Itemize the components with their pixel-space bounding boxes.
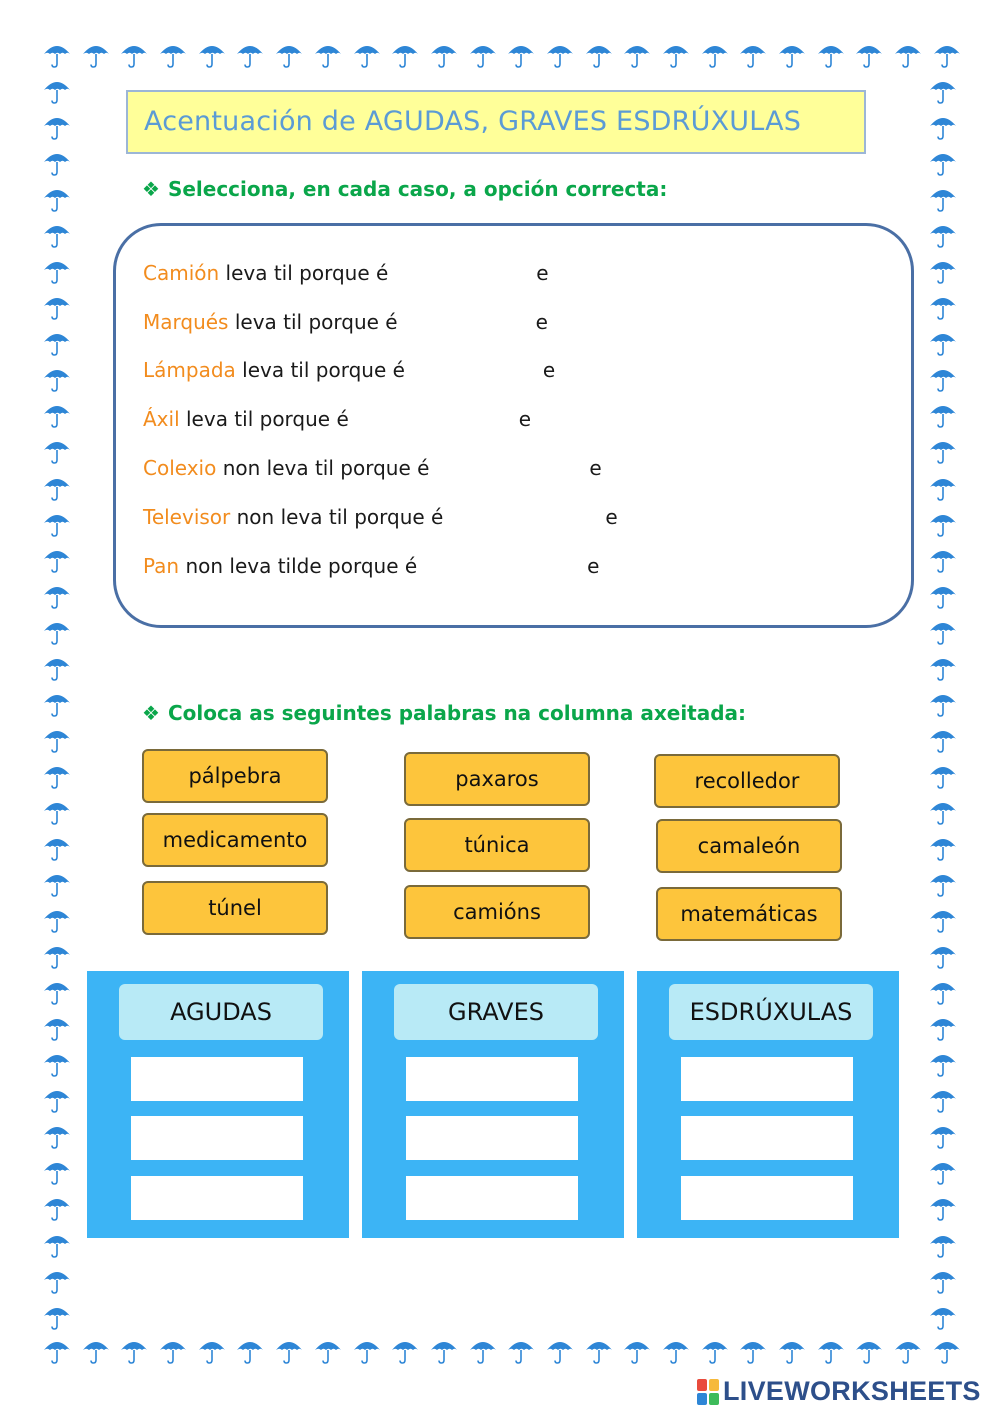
umbrella-icon [928,833,958,863]
instruction-select [142,177,667,201]
umbrella-icon [700,40,730,70]
umbrella-icon [928,76,958,106]
umbrella-icon [119,1336,149,1366]
umbrella-icon [274,40,304,70]
umbrella-icon [274,1336,304,1366]
umbrella-icon [928,1085,958,1115]
keyword: Televisor [143,505,231,529]
umbrella-icon [816,1336,846,1366]
umbrella-icon [932,1336,962,1366]
umbrella-icon [42,1230,72,1260]
diamond-bullet-icon: ❖ [142,177,160,201]
umbrella-icon [42,941,72,971]
drop-slot[interactable] [406,1057,578,1101]
sentence-row [143,358,555,382]
drop-slot[interactable] [681,1057,853,1101]
umbrella-icon [42,1049,72,1079]
sentence-text: non leva tilde porque é [179,554,418,578]
umbrella-icon [738,1336,768,1366]
umbrella-icon [352,40,382,70]
umbrella-icon [928,689,958,719]
umbrella-icon [42,1085,72,1115]
umbrella-icon [42,292,72,322]
umbrella-icon [928,184,958,214]
conjunction-e: e [536,261,549,285]
title-banner [126,90,866,154]
conjunction-e: e [589,456,602,480]
umbrella-icon [42,581,72,611]
umbrella-icon [928,617,958,647]
umbrella-icon [928,761,958,791]
conjunction-e: e [605,505,618,529]
sentence-row [143,261,549,285]
conjunction-e: e [542,358,556,382]
umbrella-icon [42,1121,72,1151]
umbrella-icon [42,833,72,863]
word-tile[interactable]: túnel [142,881,328,935]
umbrella-icon [42,40,72,70]
umbrella-icon [928,364,958,394]
umbrella-icon [313,1336,343,1366]
umbrella-icon [928,473,958,503]
umbrella-icon [42,220,72,250]
umbrella-icon [928,148,958,178]
umbrella-icon [42,364,72,394]
sentence-row [143,310,548,334]
umbrella-icon [42,1157,72,1187]
umbrella-icon [81,1336,111,1366]
word-tile[interactable]: camións [404,885,590,939]
umbrella-icon [42,148,72,178]
umbrella-icon [42,184,72,214]
umbrella-icon [42,256,72,286]
keyword: Áxil [143,407,180,431]
umbrella-icon [42,1302,72,1332]
umbrella-icon [928,905,958,935]
keyword: Lámpada [143,358,236,382]
umbrella-icon [661,1336,691,1366]
umbrella-icon [42,112,72,142]
umbrella-icon [42,977,72,1007]
keyword: Pan [143,554,180,578]
word-tile[interactable]: pálpebra [142,749,328,803]
umbrella-icon [197,1336,227,1366]
umbrella-icon [928,112,958,142]
umbrella-icon [893,1336,923,1366]
umbrella-icon [893,40,923,70]
sentence-row [143,505,618,529]
umbrella-icon [42,761,72,791]
sentence-row [143,554,599,578]
umbrella-icon [928,1302,958,1332]
umbrella-icon [42,1266,72,1296]
umbrella-icon [928,400,958,430]
umbrella-icon [468,40,498,70]
umbrella-icon [429,1336,459,1366]
umbrella-icon [42,617,72,647]
umbrella-icon [928,653,958,683]
umbrella-icon [42,76,72,106]
umbrella-icon [158,40,188,70]
sentence-text: non leva til porque é [230,505,444,529]
umbrella-icon [928,725,958,755]
umbrella-icon [928,1193,958,1223]
umbrella-icon [928,1266,958,1296]
keyword: Camión [143,261,220,285]
sentence-text: leva til porque é [235,358,405,382]
umbrella-icon [816,40,846,70]
keyword: Marqués [143,310,229,334]
column-header: GRAVES [394,984,598,1040]
umbrella-icon [352,1336,382,1366]
column-header: ESDRÚXULAS [669,984,873,1040]
umbrella-border-bottom [42,1336,962,1366]
umbrella-icon [928,545,958,575]
umbrella-icon [313,40,343,70]
instruction-text: Selecciona, en cada caso, a opción correcta: [167,177,668,201]
umbrella-icon [928,1049,958,1079]
umbrella-icon [42,797,72,827]
drop-slot[interactable] [681,1176,853,1220]
umbrella-icon [42,869,72,899]
umbrella-icon [928,292,958,322]
drop-slot[interactable] [681,1116,853,1160]
umbrella-icon [42,653,72,683]
umbrella-icon [42,436,72,466]
word-tile[interactable]: matemáticas [656,887,842,941]
umbrella-icon [390,1336,420,1366]
umbrella-icon [661,40,691,70]
umbrella-icon [928,328,958,358]
umbrella-icon [42,689,72,719]
conjunction-e: e [587,554,600,578]
drop-slot[interactable] [131,1116,303,1160]
logo-icon [697,1379,719,1405]
drop-slot[interactable] [406,1116,578,1160]
umbrella-icon [197,40,227,70]
column-graves [362,971,624,1238]
word-tile[interactable]: camaleón [656,819,842,873]
umbrella-border-left [42,76,72,1332]
umbrella-icon [42,545,72,575]
umbrella-border-top [42,40,962,70]
umbrella-icon [42,473,72,503]
umbrella-icon [928,941,958,971]
umbrella-icon [622,1336,652,1366]
umbrella-icon [584,40,614,70]
umbrella-icon [854,40,884,70]
umbrella-icon [42,725,72,755]
umbrella-icon [584,1336,614,1366]
column-header: AGUDAS [119,984,323,1040]
umbrella-icon [777,1336,807,1366]
drop-slot[interactable] [131,1176,303,1220]
umbrella-icon [545,1336,575,1366]
word-tile[interactable]: túnica [404,818,590,872]
conjunction-e: e [518,407,532,431]
umbrella-icon [42,400,72,430]
word-tile[interactable]: recolledor [654,754,840,808]
umbrella-icon [235,1336,265,1366]
column-agudas [87,971,349,1238]
word-tile[interactable]: paxaros [404,752,590,806]
umbrella-icon [42,1193,72,1223]
umbrella-icon [42,1336,72,1366]
umbrella-icon [81,40,111,70]
umbrella-icon [545,40,575,70]
umbrella-icon [235,40,265,70]
umbrella-icon [854,1336,884,1366]
keyword: Colexio [143,456,217,480]
conjunction-e: e [535,310,548,334]
column-esdruxulas [637,971,899,1238]
sentence-text: leva til porque é [179,407,349,431]
umbrella-icon [700,1336,730,1366]
umbrella-icon [42,905,72,935]
umbrella-icon [119,40,149,70]
brand-name: LIVEWORKSHEETS [723,1376,981,1406]
umbrella-icon [928,1230,958,1260]
sentence-row [143,456,602,480]
umbrella-icon [622,40,652,70]
umbrella-icon [777,40,807,70]
umbrella-icon [158,1336,188,1366]
sentence-text: leva til porque é [219,261,389,285]
sentence-row [143,407,531,431]
drop-slot[interactable] [406,1176,578,1220]
umbrella-icon [928,1157,958,1187]
umbrella-icon [390,40,420,70]
umbrella-icon [932,40,962,70]
drop-slot[interactable] [131,1057,303,1101]
word-tile[interactable]: medicamento [142,813,328,867]
umbrella-icon [506,1336,536,1366]
instruction-sort [142,701,746,725]
umbrella-icon [928,797,958,827]
umbrella-icon [928,977,958,1007]
diamond-bullet-icon: ❖ [142,701,160,725]
umbrella-icon [738,40,768,70]
sentence-text: leva til porque é [228,310,398,334]
sentence-text: non leva til porque é [216,456,430,480]
umbrella-icon [928,220,958,250]
umbrella-border-right [928,76,958,1332]
umbrella-icon [928,1121,958,1151]
umbrella-icon [928,509,958,539]
umbrella-icon [928,1013,958,1043]
umbrella-icon [468,1336,498,1366]
umbrella-icon [42,328,72,358]
umbrella-icon [429,40,459,70]
umbrella-icon [928,581,958,611]
umbrella-icon [928,436,958,466]
umbrella-icon [42,1013,72,1043]
liveworksheets-logo [697,1376,981,1407]
page-title: Acentuación de AGUDAS, GRAVES ESDRÚXULAS [144,106,802,137]
umbrella-icon [928,256,958,286]
umbrella-icon [506,40,536,70]
instruction-text: Coloca as seguintes palabras na columna axeitada: [167,701,747,725]
umbrella-icon [42,509,72,539]
umbrella-icon [928,869,958,899]
